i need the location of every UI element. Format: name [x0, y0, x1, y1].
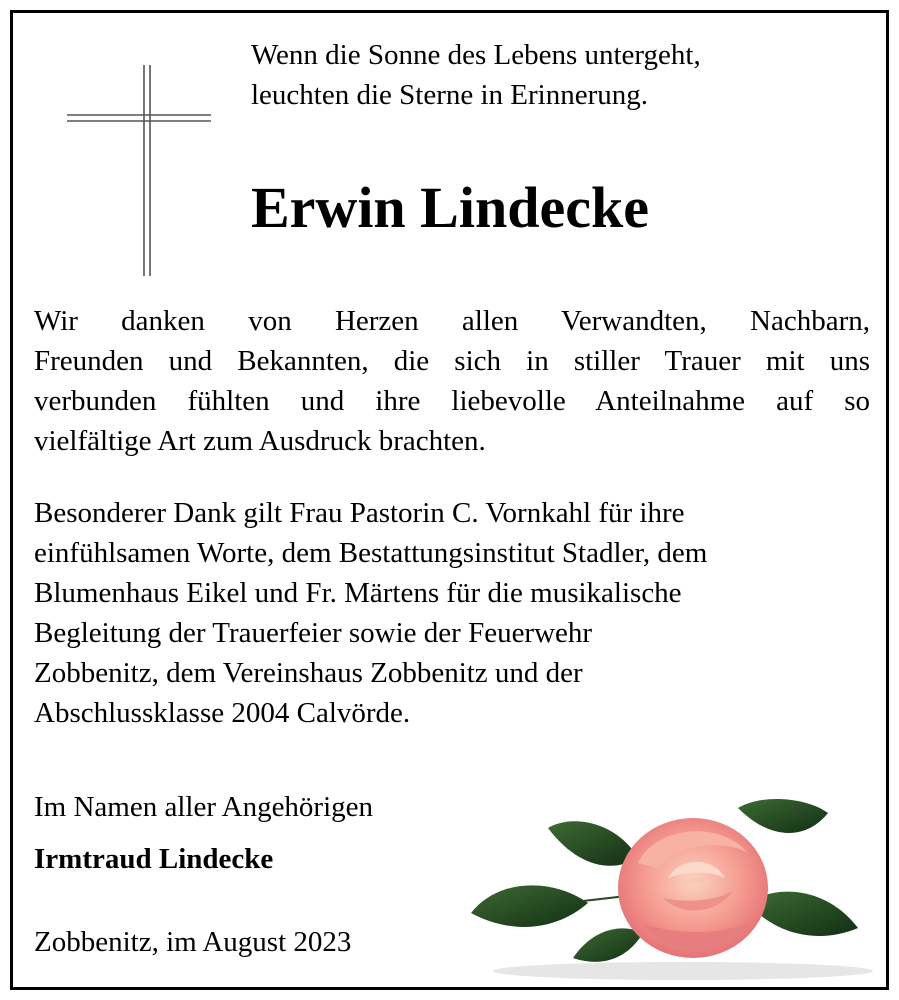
paragraph-line: Besonderer Dank gilt Frau Pastorin C. Vornkahl für ihre [34, 497, 685, 529]
paragraph-line: Blumenhaus Eikel und Fr. Märtens für die musikalische [34, 577, 682, 609]
place-date-line: Zobbenitz, im August 2023 [34, 926, 352, 958]
motto-line: leuchten die Sterne in Erinnerung. [251, 79, 649, 111]
signatory-name: Irmtraud Lindecke [34, 843, 274, 875]
paragraph-line: Freunden und Bekannten, die sich in stiller Trauer mit uns [34, 345, 870, 377]
special-thanks-paragraph [34, 493, 870, 733]
cross-icon [65, 63, 213, 278]
paragraph-line: verbunden fühlten und ihre liebevolle Anteilnahme auf so [34, 385, 870, 417]
deceased-name: Erwin Lindecke [251, 175, 649, 240]
motto-line: Wenn die Sonne des Lebens untergeht, [251, 39, 701, 71]
paragraph-line: Begleitung der Trauerfeier sowie der Feuerwehr [34, 617, 593, 649]
paragraph-line: Wir danken von Herzen allen Verwandten, Nachbarn, [34, 305, 870, 337]
paragraph-line: einfühlsamen Worte, dem Bestattungsinstitut Stadler, dem [34, 537, 708, 569]
rose-image [453, 783, 873, 983]
on-behalf-line: Im Namen aller Angehörigen [34, 791, 374, 823]
motto-quote [251, 35, 851, 115]
paragraph-line: Zobbenitz, dem Vereinshaus Zobbenitz und der [34, 657, 583, 689]
paragraph-line: Abschlussklasse 2004 Calvörde. [34, 697, 411, 729]
paragraph-line: vielfältige Art zum Ausdruck brachten. [34, 425, 486, 457]
obituary-notice [10, 10, 889, 990]
thanks-paragraph [34, 301, 870, 461]
